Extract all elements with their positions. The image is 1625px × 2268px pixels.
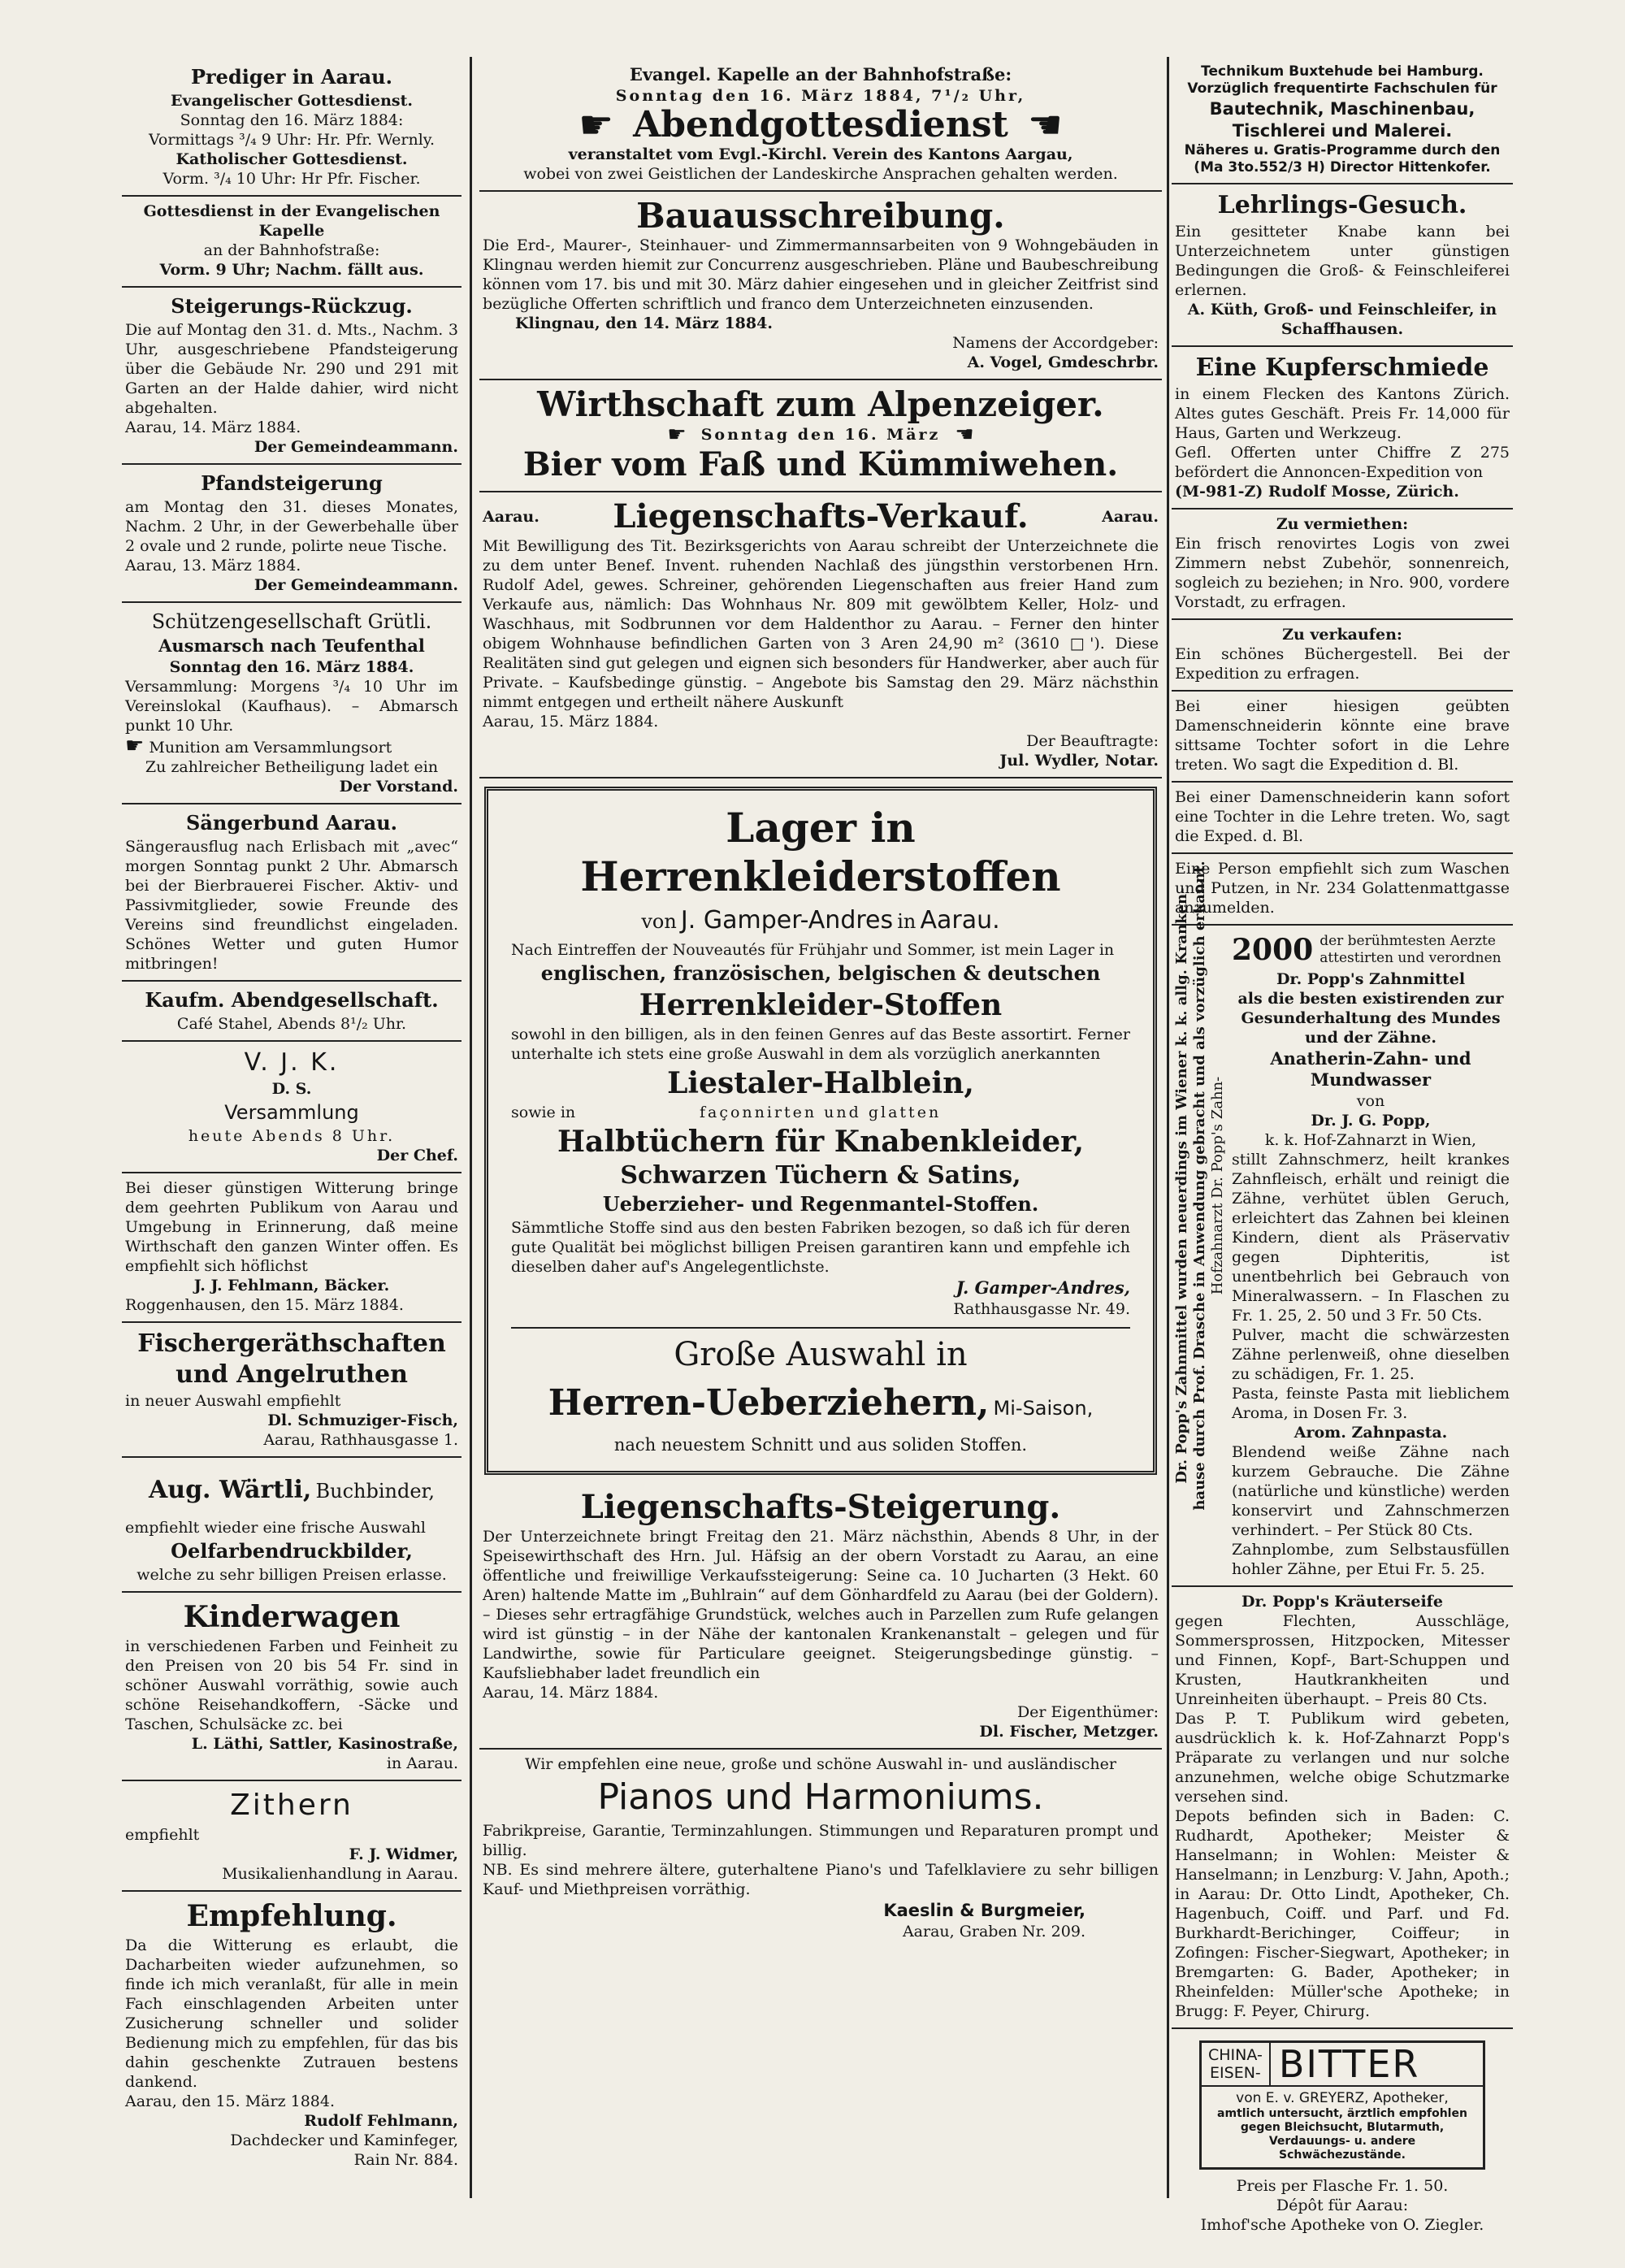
ad-title: Eine Kupferschmiede	[1195, 353, 1489, 382]
ad-prediger	[122, 59, 462, 197]
middle-column	[479, 59, 1162, 1948]
ad-title: Lehrlings-Gesuch.	[1217, 191, 1467, 219]
ad-title: Zu verkaufen:	[1282, 626, 1402, 644]
ad-pianos	[479, 1750, 1162, 1948]
ad-body: Zahnplombe, zum Selbstausfüllen hohler Zähne, per Etui Fr. 5. 25.	[1232, 1541, 1510, 1578]
ad-line: Dachdecker und Kaminfeger,	[230, 2131, 458, 2149]
ad-kapelle	[479, 59, 1162, 192]
ad-line: in	[897, 910, 916, 933]
ad-signature: Kaeslin & Burgmeier,	[883, 1901, 1086, 1920]
ad-body: gegen Flechten, Ausschläge, Sommersprossen, Hitzpocken, Mitesser und Finnen, Kopf-, Bart-Schuppen und Krusten, Hautkrankheiten und Unreinheiten überhaupt. – Preis 80 Cts.	[1175, 1612, 1510, 1708]
ad-body: Der Unterzeichnete bringt Freitag den 21. März nächsthin, Abends 8 Uhr, in der Speisewirthschaft des Hrn. Jul. Häfsig an der obern Vorstadt zu Aarau, an eine öffentliche und freiwillige Verkaufssteigerung: Seine ca. 10 Jucharten (3 Hekt. 60 Aren) haltende Matte im „Buhlrain“ auf dem Gönhardfeld zu Aarau (bei der Goldern). – Dieses sehr ertragfähige Grundstück, welches auch in Parzellen zum Rufe gelangen wird ist günstig – in der Nähe der kantonalen Krankenanstalt – gelegen und für Landwirthe, sowie für Particulare geeignet. Steigerungsbedinge günstig. – Kaufsliebhaber ladet freundlich ein	[483, 1528, 1159, 1682]
ad-title: Zu vermiethen:	[1276, 515, 1409, 533]
ad-line: von	[641, 910, 677, 933]
ad-line: an der Bahnhofstraße:	[203, 241, 380, 259]
ad-line: Namens der Accordgeber:	[952, 334, 1159, 352]
ad-signature: Rudolf Fehlmann,	[304, 2112, 458, 2130]
pointing-hand-right-icon: ☛	[578, 102, 614, 148]
ad-line: von E. v. GREYERZ, Apotheker,	[1236, 2090, 1449, 2106]
ad-title: Fischergeräthschaften	[137, 1329, 446, 1358]
ad-line: empfiehlt wieder eine frische Auswahl	[125, 1519, 426, 1537]
ad-title: Kinderwagen	[183, 1600, 401, 1634]
ad-line: Sonntag den 16. März 1884:	[180, 111, 404, 129]
ad-name: Dr. J. G. Popp,	[1311, 1112, 1431, 1130]
pointing-hand-icon: ☛	[125, 734, 145, 758]
ad-title: BITTER	[1278, 2042, 1420, 2086]
ad-title: Schützengesellschaft Grütli.	[151, 610, 432, 633]
ad-address: Aarau, Graben Nr. 209.	[902, 1923, 1086, 1941]
ad-address: Aarau, Rathhausgasse 1.	[263, 1431, 458, 1449]
ad-damenschneiderin-2	[1172, 783, 1513, 854]
ad-wirthschaft	[122, 1173, 462, 1323]
ad-line: Sonntag den 16. März 1884, 7¹/₂ Uhr,	[615, 87, 1026, 105]
ad-body: Eine Person empfiehlt sich zum Waschen und Putzen, in Nr. 234 Golattenmattgasse anzumelden.	[1175, 860, 1510, 917]
ad-line: Technikum Buxtehude bei Hamburg.	[1201, 63, 1484, 80]
ad-body: Ein schönes Büchergestell. Bei der Expedition zu erfragen.	[1175, 645, 1510, 683]
ad-line: Café Stahel, Abends 8¹/₂ Uhr.	[176, 1015, 407, 1033]
ad-body: Versammlung: Morgens ³/₄ 10 Uhr im Vereinslokal (Kaufhaus). – Abmarsch punkt 10 Uhr.	[125, 678, 458, 735]
ad-subtitle: Halbtüchern für Knabenkleider,	[557, 1125, 1085, 1159]
ad-body: Die auf Montag den 31. d. Mts., Nachm. 3 Uhr, ausgeschriebene Pfandsteigerung über die Gebäude Nr. 290 und 291 mit Garten an der Halde dahier, wird nicht abgehalten.	[125, 321, 458, 417]
ad-subtitle: Ueberzieher- und Regenmantel-Stoffen.	[602, 1192, 1039, 1216]
ad-subtitle: D. S.	[271, 1080, 312, 1098]
ad-line: englischen, französischen, belgischen & deutschen	[540, 961, 1101, 985]
ad-subtitle: Schwarzen Tüchern & Satins,	[620, 1161, 1021, 1190]
ad-date: Sonntag den 16. März 1884.	[169, 658, 414, 676]
ad-line: EISEN-	[1210, 2064, 1261, 2082]
ad-vermiethen	[1172, 510, 1513, 620]
ad-body: Blendend weiße Zähne nach kurzem Gebrauche. Die Zähne (natürliche und künstliche) werden konservirt und Zahnschmerzen verhindert. – Per Stück 80 Cts.	[1232, 1443, 1510, 1539]
ad-body: Depots befinden sich in Baden: C. Rudhardt, Apotheker; Meister & Hanselmann; in Wohlen: Meister & Hanselmann; in Lenzburg: V. Jahn, Apoth.; in Aarau: Dr. Otto Lindt, Apotheker, Ch. Hagenbuch, Coiff. und Parf. und Fd. Burkhardt-Berichinger, Coiffeur; in Zofingen: Fischer-Siegwart, Apotheker; in Bremgarten: G. Bader, Apotheker; in Rheinfelden: Müller'sche Apotheke; in Brugg: F. Peyer, Chirurg.	[1175, 1807, 1510, 2020]
ad-date: Aarau, 14. März 1884.	[483, 1684, 659, 1702]
ad-subtitle: Buchbinder,	[315, 1480, 435, 1503]
ad-body: Pulver, macht die schwärzesten Zähne perlenweiß, ohne dieselben zu schädigen, Fr. 1. 25.	[1232, 1326, 1510, 1383]
ad-signature: J. Gamper-Andres,	[956, 1277, 1130, 1298]
ad-body: Fabrikpreise, Garantie, Terminzahlungen. Stimmungen und Reparaturen prompt und billig.	[483, 1822, 1159, 1859]
ad-number: 2000	[1232, 933, 1314, 967]
ad-signature: A. Vogel, Gmdeschrbr.	[967, 353, 1159, 371]
ad-line: Vormittags ³/₄ 9 Uhr: Hr. Pfr. Wernly.	[148, 131, 436, 149]
ad-body: Das P. T. Publikum wird gebeten, ausdrücklich k. k. Hof-Zahnarzt Popp's Präparate zu verlangen und nur solche anzunehmen, welche obige Schutzmarke versehen sind.	[1175, 1710, 1510, 1806]
ad-date: Aarau, 15. März 1884.	[483, 713, 659, 731]
ad-line: Vorm. ³/₄ 10 Uhr: Hr Pfr. Fischer.	[162, 170, 421, 188]
ad-alpenzeiger	[479, 380, 1162, 492]
ad-title: Tischlerei und Malerei.	[1232, 121, 1453, 141]
ad-kinderwagen	[122, 1593, 462, 1781]
ad-line: Zu zahlreicher Betheiligung ladet ein	[145, 758, 439, 776]
ad-title: Zithern	[230, 1789, 353, 1822]
ad-subtitle: Dr. Popp's Kräuterseife	[1242, 1593, 1443, 1611]
ad-bauausschreibung	[479, 192, 1162, 380]
ad-title: Pianos und Harmoniums.	[597, 1776, 1044, 1818]
ad-date: Klingnau, den 14. März 1884.	[515, 314, 773, 332]
pointing-hand-left-icon: ☚	[955, 423, 974, 447]
pointing-hand-right-icon: ☛	[667, 423, 687, 447]
ad-signature: A. Küth, Groß- und Feinschleifer, in Schaffhausen.	[1187, 301, 1497, 338]
ad-technikum	[1172, 59, 1513, 184]
ad-signature: Dl. Schmuziger-Fisch,	[267, 1412, 458, 1429]
vertical-line: hause durch Prof. Drasche in Anwendung gebracht und als vorzüglich erkannt.	[1191, 861, 1208, 1511]
ad-subtitle: Anatherin-Zahn- und Mundwasser	[1270, 1048, 1471, 1090]
ad-saengerbund	[122, 804, 462, 982]
ad-line: CHINA-	[1208, 2046, 1263, 2064]
right-column	[1172, 59, 1513, 2241]
divider	[511, 1327, 1130, 1329]
ad-line: von	[1356, 1092, 1385, 1110]
vertical-line: Dr. Popp's Zahnmittel wurden neuerdings im Wiener k. k. allg. Kranken-	[1173, 887, 1190, 1484]
ad-date: Aarau, 13. März 1884.	[125, 557, 301, 575]
ad-title: Bautechnik, Maschinenbau,	[1209, 99, 1476, 119]
ad-line: Vorzüglich frequentirte Fachschulen für	[1187, 80, 1497, 97]
ad-signature: L. Läthi, Sattler, Kasinostraße,	[191, 1735, 458, 1753]
ad-line: welche zu sehr billigen Preisen erlasse.	[136, 1566, 447, 1584]
ad-body: Bei einer Damenschneiderin kann sofort eine Tochter in die Lehre treten. Wo, sagt die Exped. d. Bl.	[1175, 788, 1510, 845]
ad-subtitle: Evangelischer Gottesdienst.	[171, 92, 413, 110]
ad-body: sowohl in den billigen, als in den feinen Genres auf das Beste assortirt. Ferner unterhalte ich stets eine große Auswahl in dem als vorzüglich anerkannten	[511, 1026, 1130, 1063]
ad-line: Näheres u. Gratis-Programme durch den	[1184, 142, 1501, 158]
ad-line: amtlich untersucht, ärztlich empfohlen	[1217, 2107, 1467, 2120]
ad-kupfer	[1172, 347, 1513, 510]
ad-title: Bauausschreibung.	[636, 196, 1005, 236]
ad-title: V. J. K.	[244, 1048, 340, 1077]
ad-place: Aarau.	[920, 906, 1000, 935]
ad-subtitle: Ausmarsch nach Teufenthal	[158, 635, 425, 656]
ad-subtitle: Große Auswahl in	[674, 1336, 968, 1373]
ad-place: Aarau.	[1102, 508, 1159, 526]
ad-line: der berühmtesten Aerzte attestirten und verordnen	[1320, 933, 1502, 966]
ad-title: Liegenschafts-Steigerung.	[580, 1488, 1061, 1526]
ad-line: als die besten existirenden zur Gesunderhaltung des Mundes und der Zähne.	[1237, 990, 1504, 1047]
ad-signature: Der Chef.	[376, 1147, 458, 1164]
ad-address: Rathhausgasse Nr. 49.	[953, 1300, 1130, 1318]
ad-line: wobei von zwei Geistlichen der Landeskirche Ansprachen gehalten werden.	[523, 165, 1118, 183]
ad-line: empfiehlt	[125, 1826, 200, 1844]
ad-body: Nach Eintreffen der Nouveautés für Frühjahr und Sommer, ist mein Lager in	[511, 941, 1115, 959]
ad-line: façonnirten und glatten	[699, 1104, 942, 1121]
ad-body: Sämmtliche Stoffe sind aus den besten Fabriken bezogen, so daß ich für deren gute Qualität bei möglichst billigen Preisen garantiren kann und empfehle ich dieselben daher auf's Angelegentlichste.	[511, 1219, 1130, 1276]
ad-signature: J. J. Fehlmann, Bäcker.	[193, 1277, 390, 1294]
ad-title: Empfehlung.	[186, 1899, 397, 1933]
ad-price: Preis per Flasche Fr. 1. 50.	[1236, 2177, 1449, 2195]
ad-subtitle: Arom. Zahnpasta.	[1294, 1424, 1448, 1442]
ad-subtitle: Versammlung	[224, 1101, 359, 1124]
ad-steigerung-rueckzug	[122, 288, 462, 465]
ad-gamper-andres	[484, 787, 1157, 1475]
ad-kraeuterseife	[1172, 1587, 1513, 2029]
ad-body: in verschiedenen Farben und Feinheit zu den Preisen von 20 bis 54 Fr. sind in schöner Auswahl vorräthig, sowie auch schöne Reisehandkoffern, -Säcke und Taschen, Schulsäcke zc. bei	[125, 1637, 458, 1733]
ad-body: am Montag den 31. dieses Monates, Nachm. 2 Uhr, in der Gewerbehalle über 2 ovale und 2 runde, polirte neue Tische.	[125, 498, 458, 555]
ad-title: Lager in Herrenkleiderstoffen	[580, 804, 1061, 900]
china-bitter-box	[1199, 2040, 1485, 2170]
ad-body: in einem Flecken des Kantons Zürich. Altes gutes Geschäft. Preis Fr. 14,000 für Haus, Garten und Werkzeug.	[1175, 385, 1510, 442]
ad-signature: F. J. Widmer,	[349, 1845, 458, 1863]
ad-address: Musikalienhandlung in Aarau.	[222, 1865, 458, 1883]
ad-line: gegen Bleichsucht, Blutarmuth, Verdauungs- u. andere Schwächezustände.	[1240, 2121, 1445, 2162]
ad-subtitle: Katholischer Gottesdienst.	[176, 150, 408, 168]
ad-body: Bei einer hiesigen geübten Damenschneiderin könnte eine brave sittsame Tochter sofort in die Lehre treten. Wo sagt die Expedition d. Bl.	[1175, 697, 1510, 774]
ad-line: Gottesdienst in der Evangelischen Kapelle	[143, 202, 440, 240]
ad-body: Bei dieser günstigen Witterung bringe dem geehrten Publikum von Aarau und Umgebung in Erinnerung, daß meine Wirthschaft den ganzen Winter offen. Es empfiehlt sich höflichst	[125, 1179, 458, 1275]
ad-kaufm	[122, 982, 462, 1042]
ad-china-bitter	[1172, 2029, 1513, 2241]
ad-subtitle: Liestaler-Halblein,	[667, 1066, 974, 1100]
ad-title: Pfandsteigerung	[201, 471, 383, 495]
ad-vjk	[122, 1042, 462, 1173]
ad-line: Der Eigenthümer:	[1016, 1703, 1159, 1721]
ad-title: Sängerbund Aarau.	[185, 811, 397, 835]
ad-signature: Jul. Wydler, Notar.	[999, 752, 1159, 770]
ad-line: Wir empfehlen eine neue, große und schöne Auswahl in- und ausländischer	[525, 1755, 1116, 1773]
ad-signature: Dl. Fischer, Metzger.	[979, 1723, 1159, 1741]
ad-line: k. k. Hof-Zahnarzt in Wien,	[1264, 1131, 1477, 1149]
ad-body: stillt Zahnschmerz, heilt krankes Zahnfleisch, erhält und reinigt die Zähne, verhütet üblen Geruch, erleichtert das Zahnen bei kleinen Kindern, dient als Präservativ gegen Diphteritis, ist unentbehrlich bei Gebrauch von Mineralwassern. – In Flaschen zu Fr. 1. 25, 2. 50 und 3 Fr. 50 Cts.	[1232, 1151, 1510, 1325]
ad-line: heute Abends 8 Uhr.	[188, 1127, 396, 1145]
ad-empfehlung	[122, 1892, 462, 2176]
ad-waertli	[122, 1458, 462, 1593]
ad-subtitle: Oelfarbendruckbilder,	[171, 1539, 413, 1563]
ad-body: Gefl. Offerten unter Chiffre Z 275 befördert die Annoncen-Expedition von	[1175, 444, 1510, 481]
ad-date: Roggenhausen, den 15. März 1884.	[125, 1296, 404, 1314]
ad-verkaufen	[1172, 620, 1513, 692]
ad-liegenschafts-steigerung	[479, 1483, 1162, 1750]
ad-fischer	[122, 1323, 462, 1458]
ad-line: Vorm. 9 Uhr; Nachm. fällt aus.	[159, 261, 424, 279]
ad-title: Dr. Popp's Zahnmittel	[1276, 970, 1466, 988]
ad-date: Sonntag den 16. März	[700, 426, 941, 444]
ad-liegenschafts-verkauf	[479, 492, 1162, 778]
ad-body: Da die Witterung es erlaubt, die Dacharbeiten wieder aufzunehmen, so finde ich mich veranlaßt, für alle in mein Fach einschlagenden Arbeiten unter Zusicherung schneller und solider Bedienung mich zu empfehlen, für das bis dahin geschenkte Zutrauen bestens dankend.	[125, 1936, 458, 2091]
ad-title: und Angelruthen	[176, 1360, 408, 1389]
ad-title: Wirthschaft zum Alpenzeiger.	[537, 384, 1104, 424]
ad-body: Sängerausflug nach Erlisbach mit „avec“ morgen Sonntag punkt 2 Uhr. Abmarsch bei der Bierbrauerei Fischer. Aktiv- und Passivmitglieder, sowie Freunde des Vereins sind freundlichst eingeladen. Schönes Wetter und guten Humor mitbringen!	[125, 838, 458, 973]
ad-address: Rain Nr. 884.	[353, 2151, 458, 2169]
ad-line: sowie in	[511, 1104, 576, 1121]
ad-title: Abendgottesdienst	[633, 104, 1008, 145]
ad-schuetzen	[122, 603, 462, 804]
column-rule	[470, 57, 472, 2198]
ad-body: NB. Es sind mehrere ältere, guterhaltene Piano's und Tafelklaviere zu sehr billigen Kauf- und Miethpreisen vorräthig.	[483, 1861, 1159, 1898]
ad-damenschneiderin-1	[1172, 692, 1513, 783]
ad-title: Aug. Wärtli,	[148, 1476, 312, 1504]
ad-title: Prediger in Aarau.	[190, 65, 392, 89]
ad-date: Aarau, den 15. März 1884.	[125, 2092, 336, 2110]
ad-signature: (M-981-Z) Rudolf Mosse, Zürich.	[1175, 483, 1459, 501]
ad-line: Munition am Versammlungsort	[149, 739, 392, 757]
ad-address: in Aarau.	[386, 1754, 458, 1772]
ad-title: Liegenschafts-Verkauf.	[613, 497, 1029, 536]
ad-line: Der Beauftragte:	[1026, 732, 1159, 750]
ad-body: Ein frisch renovirtes Logis von zwei Zimmern nebst Zubehör, sonnenreich, sogleich zu beziehen; in Nro. 900, vordere Vorstadt, zu erfragen.	[1175, 535, 1510, 611]
ad-line: nach neuestem Schnitt und aus soliden Stoffen.	[613, 1435, 1028, 1455]
ad-title: Kaufm. Abendgesellschaft.	[145, 988, 439, 1012]
ad-zithern	[122, 1781, 462, 1892]
ad-name: J. Gamper-Andres	[680, 906, 894, 935]
ad-pfandsteigerung	[122, 465, 462, 603]
ad-line: in neuer Auswahl empfiehlt	[125, 1392, 341, 1410]
ad-place: Aarau.	[483, 508, 540, 526]
ad-line: Mi-Saison,	[993, 1397, 1094, 1420]
ad-title: Steigerungs-Rückzug.	[171, 294, 413, 318]
ad-signature: Der Gemeindeammann.	[254, 438, 458, 456]
ad-lehrlings	[1172, 184, 1513, 347]
ad-subtitle: Bier vom Faß und Kümmiwehen.	[522, 445, 1119, 484]
ad-body: Ein gesitteter Knabe kann bei Unterzeichnetem unter günstigen Bedingungen die Groß- & Feinschleiferei erlernen.	[1175, 223, 1510, 299]
pointing-hand-left-icon: ☚	[1027, 102, 1063, 148]
ad-date: Aarau, 14. März 1884.	[125, 418, 301, 436]
ad-line: Imhof'sche Apotheke von O. Ziegler.	[1200, 2216, 1484, 2234]
ad-signature: Der Gemeindeammann.	[254, 576, 458, 594]
ad-subtitle: Herrenkleider-Stoffen	[639, 988, 1003, 1022]
ad-gottesdienst	[122, 197, 462, 288]
ad-body: Die Erd-, Maurer-, Steinhauer- und Zimmermannsarbeiten von 9 Wohngebäuden in Klingnau werden hiemit zur Concurrenz ausgeschrieben. Pläne und Baubeschreibung können vom 17. bis und mit 30. März dahier eingesehen und in gleicher Zeitfrist sind bezügliche Offerten schriftlich und franco dem Unterzeichneten einzusenden.	[483, 236, 1159, 313]
ad-body: Pasta, feinste Pasta mit lieblichem Aroma, in Dosen Fr. 3.	[1232, 1385, 1510, 1422]
left-column	[122, 59, 462, 2176]
vertical-line: Hofzahnarzt Dr. Popp's Zahn-	[1209, 1076, 1226, 1295]
vertical-text-block	[1172, 861, 1228, 1511]
column-rule	[1167, 57, 1169, 2198]
ad-body: Mit Bewilligung des Tit. Bezirksgerichts von Aarau schreibt der Unterzeichnete die zu dem unter Benef. Invent. ruhenden Nachlaß des jüngsthin verstorbenen Hrn. Rudolf Adel, gewes. Schreiner, gehörenden Liegenschaften aus freier Hand zum Verkaufe aus, nämlich: Das Wohnhaus Nr. 809 mit gewölbtem Keller, Holz- und Waschhaus, mit Sodbrunnen vor dem Haldenthor zu Aarau. – Ferner den hinter obigem Wohnhause befindlichen Garten von 3 Aren 24,90 m² (3610 □'). Diese Realitäten sind gut gelegen und eignen sich besonders für Handwerker, aber auch für Private. – Kaufsbedinge günstig. – Angebote bis Samstag den 29. März nächsthin nimmt entgegen und ertheilt nähere Auskunft	[483, 537, 1159, 711]
ad-line: Evangel. Kapelle an der Bahnhofstraße:	[629, 64, 1012, 85]
ad-subtitle: Herren-Ueberziehern,	[548, 1382, 990, 1424]
ad-line: (Ma 3to.552/3 H) Director Hittenkofer.	[1194, 159, 1491, 176]
ad-line: Dépôt für Aarau:	[1276, 2196, 1409, 2214]
ad-line: veranstaltet vom Evgl.-Kirchl. Verein des Kantons Aargau,	[568, 145, 1073, 163]
ad-signature: Der Vorstand.	[339, 778, 458, 796]
